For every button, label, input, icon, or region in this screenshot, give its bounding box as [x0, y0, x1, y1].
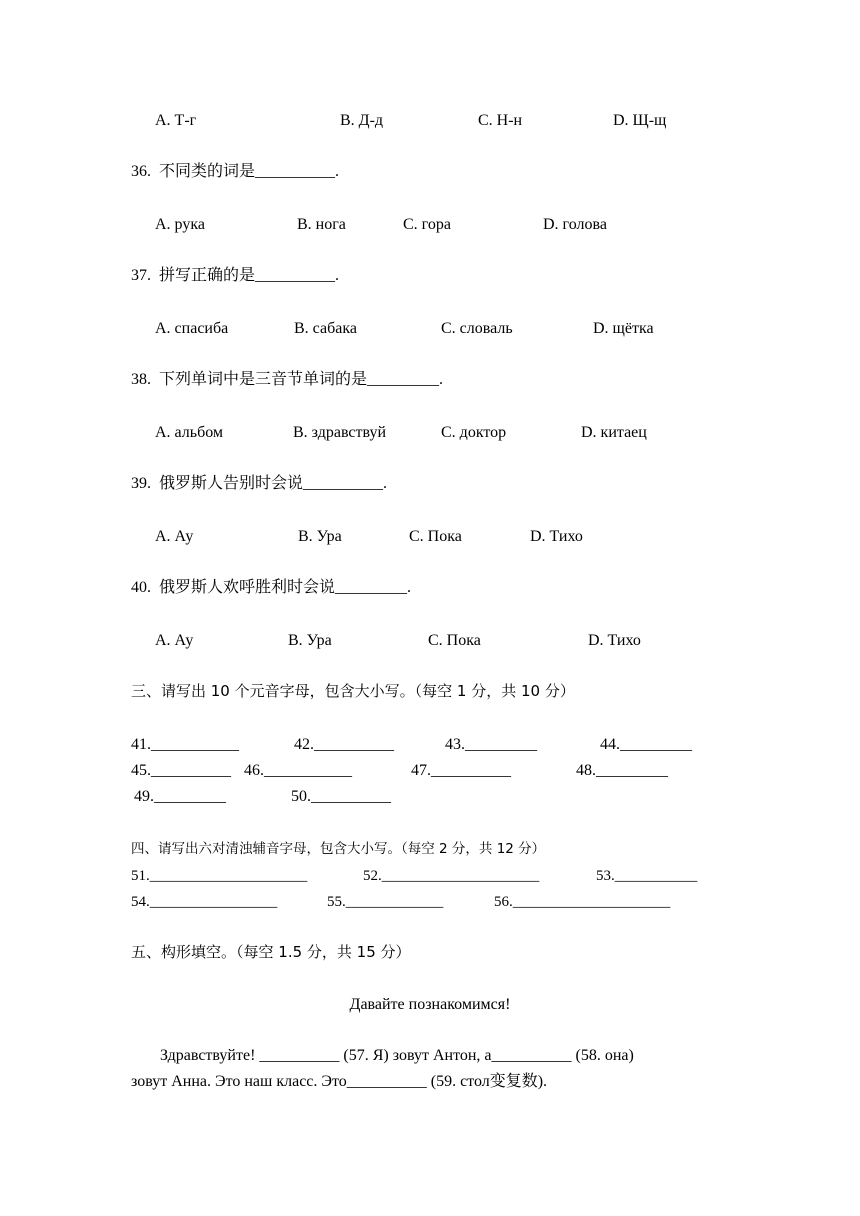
q40-question: 40. 俄罗斯人欢呼胜利时会说_________.: [131, 579, 412, 596]
blank-49[interactable]: 49._________: [134, 788, 226, 805]
q35-option-d: D. Щ-щ: [613, 112, 667, 129]
q39-option-c: C. Пока: [409, 528, 462, 545]
passage-line-1: Здравствуйте! __________ (57. Я) зовут Антон, а__________ (58. она): [160, 1047, 634, 1064]
section5-title: 五、构形填空。（每空 1.5 分，共 15 分）: [131, 943, 411, 961]
q36-option-c: C. гора: [403, 216, 451, 233]
q37-option-d: D. щётка: [593, 320, 654, 337]
blank-56[interactable]: 56._____________________: [494, 894, 671, 910]
blank-53[interactable]: 53.___________: [596, 868, 698, 884]
q38-option-d: D. китаец: [581, 424, 647, 441]
blank-42[interactable]: 42.__________: [294, 736, 394, 753]
q36-option-a: A. рука: [155, 216, 205, 233]
q38-option-c: C. доктор: [441, 424, 507, 441]
blank-50[interactable]: 50.__________: [291, 788, 391, 805]
q40-option-a: A. Ау: [155, 632, 194, 649]
section3-title: 三、请写出 10 个元音字母，包含大小写。（每空 1 分，共 10 分）: [131, 682, 575, 700]
blank-51[interactable]: 51._____________________: [131, 868, 308, 884]
q40-option-d: D. Тихо: [588, 632, 641, 649]
blank-52[interactable]: 52._____________________: [363, 868, 540, 884]
blank-54[interactable]: 54._________________: [131, 894, 278, 910]
blank-47[interactable]: 47.__________: [411, 762, 511, 779]
q35-option-b: B. Д-д: [340, 112, 384, 129]
q37-option-b: B. сабака: [294, 320, 357, 337]
q36-question: 36. 不同类的词是__________.: [131, 163, 340, 180]
q39-option-a: A. Ау: [155, 528, 194, 545]
q38-option-a: A. альбом: [155, 424, 224, 441]
passage-heading: Давайте познакомимся!: [349, 996, 511, 1013]
q39-option-d: D. Тихо: [530, 528, 583, 545]
blank-55[interactable]: 55._____________: [327, 894, 444, 910]
q37-option-c: C. словаль: [441, 320, 513, 337]
blank-41[interactable]: 41.___________: [131, 736, 239, 753]
blank-43[interactable]: 43._________: [445, 736, 537, 753]
blank-46[interactable]: 46.___________: [244, 762, 352, 779]
q40-option-c: C. Пока: [428, 632, 481, 649]
q35-option-a: A. Т-г: [155, 112, 197, 129]
passage-line-2: зовут Анна. Это наш класс. Это__________ (59. стол变复数).: [131, 1073, 548, 1090]
blank-45[interactable]: 45.__________: [131, 762, 231, 779]
q40-option-b: B. Ура: [288, 632, 332, 649]
q39-question: 39. 俄罗斯人告别时会说__________.: [131, 475, 388, 492]
section4-title: 四、请写出六对清浊辅音字母，包含大小写。（每空 2 分，共 12 分）: [131, 841, 546, 857]
q37-option-a: A. спасиба: [155, 320, 229, 337]
q39-option-b: B. Ура: [298, 528, 342, 545]
q36-option-b: B. нога: [297, 216, 346, 233]
q38-option-b: B. здравствуй: [293, 424, 387, 441]
blank-44[interactable]: 44._________: [600, 736, 692, 753]
q35-option-c: C. Н-н: [478, 112, 523, 129]
blank-48[interactable]: 48._________: [576, 762, 668, 779]
q38-question: 38. 下列单词中是三音节单词的是_________.: [131, 371, 444, 388]
q37-question: 37. 拼写正确的是__________.: [131, 267, 340, 284]
q36-option-d: D. голова: [543, 216, 607, 233]
